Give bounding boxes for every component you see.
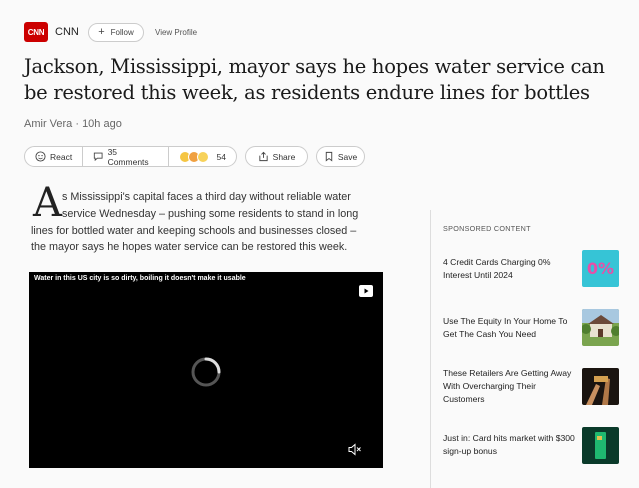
article-text-line: the mayor says he hopes water service can be restored this week.: [31, 241, 348, 253]
byline: Amir Vera · 10h ago: [24, 118, 122, 130]
save-label: Save: [337, 151, 358, 162]
article-text-line: service Wednesday – pushing some residents to stand in long: [62, 208, 359, 220]
youtube-icon[interactable]: [359, 284, 373, 302]
share-icon: [258, 151, 269, 162]
mute-icon[interactable]: [348, 443, 362, 461]
article-text-line: lines for bottled water and keeping schools and businesses closed –: [31, 225, 357, 237]
sponsored-thumbnail-hands[interactable]: [582, 368, 619, 405]
sponsored-thumbnail[interactable]: [582, 250, 619, 287]
drop-cap: A: [33, 180, 62, 226]
sponsored-content-label: SPONSORED CONTENT: [443, 224, 531, 233]
react-icon: [35, 151, 46, 162]
article-text-line: s Mississippi's capital faces a third day without reliable water: [62, 191, 351, 203]
thumb-text: 0%: [586, 259, 615, 278]
plus-icon: +: [98, 26, 105, 38]
sidebar-divider: [430, 210, 431, 488]
sponsored-item-credit-cards[interactable]: 4 Credit Cards Charging 0% Interest Until 2024: [443, 257, 551, 280]
view-profile-link[interactable]: View Profile: [155, 28, 198, 37]
sponsored-item-home-equity[interactable]: Use The Equity In Your Home To Get The Cash You Need: [443, 316, 568, 339]
loading-spinner-icon: [190, 356, 222, 393]
reaction-count: 54: [216, 151, 227, 162]
bookmark-icon: [324, 151, 334, 162]
sponsored-thumbnail-house[interactable]: [582, 309, 619, 346]
wow-emoji-icon: [197, 151, 209, 163]
share-label: Share: [272, 151, 296, 162]
comment-icon: [93, 151, 103, 162]
sponsored-item-card-bonus[interactable]: Just in: Card hits market with $300 sign-up bonus: [443, 433, 575, 456]
video-title: Water in this US city is so dirty, boiling it doesn't make it usable: [34, 275, 246, 282]
comments-label: 35 Comments: [107, 146, 149, 167]
source-name[interactable]: CNN: [55, 26, 79, 38]
sponsored-item-retailers[interactable]: These Retailers Are Getting Away With Overcharging Their Customers: [443, 368, 572, 404]
cnn-logo[interactable]: CNN: [24, 22, 48, 42]
react-label: React: [50, 151, 73, 162]
react-button[interactable]: [25, 151, 82, 162]
sponsored-thumbnail-card[interactable]: [582, 427, 619, 464]
comments-button[interactable]: [83, 147, 167, 167]
reaction-emojis: [179, 151, 209, 163]
reaction-summary[interactable]: [169, 151, 236, 163]
save-button[interactable]: [316, 146, 365, 167]
article-headline: Jackson, Mississippi, mayor says he hopes water service can be restored this week, as residents endure lines for bottles: [24, 55, 605, 104]
follow-label: Follow: [110, 28, 134, 37]
follow-button[interactable]: [88, 23, 144, 42]
reactions-bar: [24, 146, 237, 167]
share-button[interactable]: [245, 146, 308, 167]
